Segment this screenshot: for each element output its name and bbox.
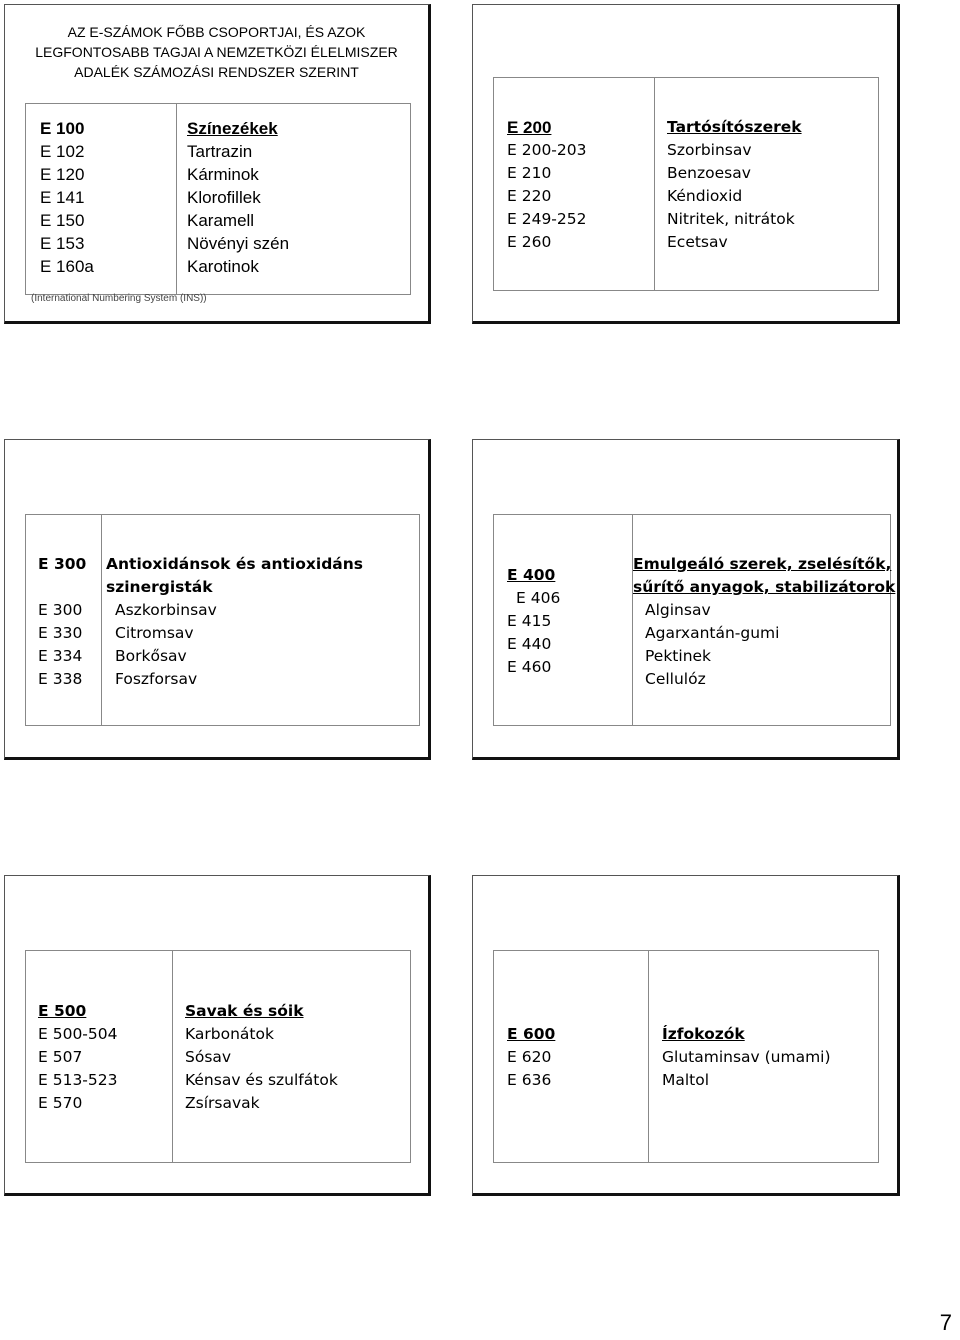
code-cell: E 400 [507,566,556,584]
name-cell: Borkősav [115,647,187,665]
code-column [494,515,632,725]
code-cell: E 150 [40,211,85,230]
code-cell: E 141 [40,188,85,207]
name-cell: Nitritek, nitrátok [667,210,795,228]
code-cell: E 249-252 [507,210,587,228]
name-cell: Pektinek [645,647,712,665]
code-cell: E 600 [507,1025,556,1043]
name-cell: Növényi szén [187,234,290,253]
name-cell: Sósav [185,1048,232,1066]
category-heading: Ízfokozók [662,1025,745,1043]
name-cell: Cellulóz [645,670,706,688]
name-cell: Foszforsav [115,670,198,688]
name-column [176,104,410,294]
code-cell: E 220 [507,187,552,205]
slide-5-table [25,950,411,1163]
name-cell: Kárminok [187,165,259,184]
category-heading: Savak és sóik [185,1002,304,1020]
name-cell: Karamell [187,211,255,230]
category-heading: Színezékek [187,119,278,138]
page-number: 7 [939,1310,952,1335]
name-cell: Klorofillek [187,188,261,207]
name-column [101,515,419,725]
code-cell: E 100 [40,119,85,138]
name-cell: Ecetsav [667,233,728,251]
code-column [26,104,176,294]
category-heading: Emulgeáló szerek, zselésítők, [633,555,892,573]
code-cell: E 334 [38,647,83,665]
slide-2 [472,4,900,324]
slide-4 [472,439,900,760]
code-cell: E 260 [507,233,552,251]
code-cell: E 120 [40,165,85,184]
slide-3-table [25,514,420,726]
slide-2-table [493,77,879,291]
slide-3 [4,439,431,760]
code-column [494,951,648,1162]
slide-4-table [493,514,896,726]
code-cell: E 300 [38,555,87,573]
code-cell: E 330 [38,624,83,642]
code-cell: E 300 [38,601,83,619]
slide-1 [4,4,431,324]
name-column [654,78,878,290]
name-cell: Citromsav [115,624,194,642]
code-cell: E 500-504 [38,1025,118,1043]
code-cell: E 513-523 [38,1071,118,1089]
name-cell: Maltol [662,1071,710,1089]
code-cell: E 160a [40,257,94,276]
name-column [172,951,410,1162]
code-cell: E 200-203 [507,141,587,159]
slide-1-title-line-2: LEGFONTOSABB TAGJAI A NEMZETKÖZI ÉLELMISZER [35,44,398,60]
name-column [632,515,896,725]
category-heading-cont: sűrítő anyagok, stabilizátorok [633,578,896,596]
slide-1-title-line-1: AZ E-SZÁMOK FŐBB CSOPORTJAI, ÉS AZOK [67,24,366,40]
code-column [26,951,172,1162]
name-cell: Agarxantán-gumi [645,624,780,642]
name-cell: Aszkorbinsav [115,601,217,619]
name-cell: Glutaminsav (umami) [662,1048,831,1066]
name-cell: Alginsav [645,601,711,619]
code-cell: E 636 [507,1071,552,1089]
slide-6 [472,875,900,1196]
code-cell: E 620 [507,1048,552,1066]
slide-6-table [493,950,879,1163]
name-cell: Karotinok [187,257,259,276]
name-cell: Tartrazin [187,142,253,161]
code-cell: E 200 [507,118,552,137]
code-cell: E 153 [40,234,85,253]
name-cell: Kéndioxid [667,187,743,205]
name-column [648,951,878,1162]
code-cell: E 507 [38,1048,83,1066]
code-cell: E 406 [516,589,561,607]
slide-1-table [25,103,411,295]
code-cell: E 500 [38,1002,87,1020]
ins-note: (International Numbering System (INS)) [31,293,207,304]
name-cell: Szorbinsav [667,141,752,159]
code-cell: E 460 [507,658,552,676]
code-cell: E 102 [40,142,85,161]
name-cell: Benzoesav [667,164,751,182]
name-cell: Zsírsavak [185,1094,260,1112]
name-cell: Kénsav és szulfátok [185,1071,338,1089]
code-cell: E 415 [507,612,552,630]
slide-5 [4,875,431,1196]
code-cell: E 210 [507,164,552,182]
code-cell: E 440 [507,635,552,653]
slide-1-title-line-3: ADALÉK SZÁMOZÁSI RENDSZER SZERINT [74,64,359,80]
category-heading-cont: szinergisták [106,578,213,596]
category-heading: Tartósítószerek [667,118,802,136]
code-column [26,515,101,725]
name-cell: Karbonátok [185,1025,274,1043]
code-cell: E 570 [38,1094,83,1112]
category-heading: Antioxidánsok és antioxidáns [106,555,364,573]
code-cell: E 338 [38,670,83,688]
code-column [494,78,654,290]
